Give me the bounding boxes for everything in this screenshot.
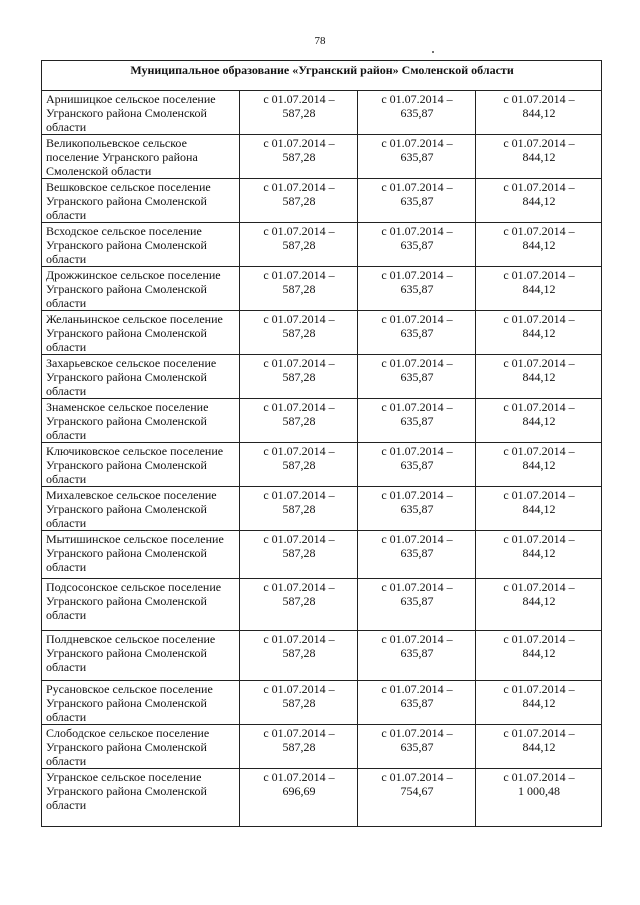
tariff-value: 844,12 <box>522 414 556 428</box>
tariff-date: с 01.07.2014 – <box>263 356 335 370</box>
tariff-cell-2 <box>358 223 476 267</box>
tariff-date: с 01.07.2014 – <box>503 726 575 740</box>
tariff-date: с 01.07.2014 – <box>263 682 335 696</box>
municipality-header: Муниципальное образование «Угранский район» Смоленской области <box>42 61 602 91</box>
tariff-date: с 01.07.2014 – <box>263 488 335 502</box>
tariff-cell-1 <box>240 725 358 769</box>
tariff-date: с 01.07.2014 – <box>381 632 453 646</box>
tariff-cell-1 <box>240 531 358 579</box>
tariff-cell-2 <box>358 135 476 179</box>
tariff-cell-3 <box>476 179 602 223</box>
tariff-value: 635,87 <box>400 458 434 472</box>
tariff-cell-1 <box>240 179 358 223</box>
tariff-date: с 01.07.2014 – <box>381 312 453 326</box>
tariff-value: 635,87 <box>400 696 434 710</box>
tariff-value: 587,28 <box>282 502 316 516</box>
tariff-date: с 01.07.2014 – <box>381 180 453 194</box>
settlement-name: Подсосонское сельское поселение Угранского района Смоленской области <box>42 579 240 631</box>
tariff-value: 635,87 <box>400 646 434 660</box>
tariff-value: 844,12 <box>522 150 556 164</box>
table-row <box>42 681 602 725</box>
tariff-cell-2 <box>358 311 476 355</box>
tariff-value: 844,12 <box>522 194 556 208</box>
tariff-date: с 01.07.2014 – <box>263 444 335 458</box>
tariff-cell-1 <box>240 487 358 531</box>
table-row <box>42 769 602 827</box>
tariff-value: 587,28 <box>282 370 316 384</box>
tariff-value: 587,28 <box>282 238 316 252</box>
tariff-cell-3 <box>476 579 602 631</box>
tariff-date: с 01.07.2014 – <box>381 224 453 238</box>
tariff-date: с 01.07.2014 – <box>503 532 575 546</box>
tariff-date: с 01.07.2014 – <box>263 224 335 238</box>
tariff-cell-2 <box>358 443 476 487</box>
table-row <box>42 355 602 399</box>
settlement-name: Ключиковское сельское поселение Угранского района Смоленской области <box>42 443 240 487</box>
tariff-cell-3 <box>476 725 602 769</box>
tariff-cell-3 <box>476 267 602 311</box>
tariff-date: с 01.07.2014 – <box>503 580 575 594</box>
tariff-value: 844,12 <box>522 502 556 516</box>
tariff-date: с 01.07.2014 – <box>381 726 453 740</box>
tariff-cell-2 <box>358 267 476 311</box>
tariff-cell-2 <box>358 487 476 531</box>
tariff-value: 844,12 <box>522 282 556 296</box>
tariff-cell-1 <box>240 355 358 399</box>
settlement-name: Дрожжинское сельское поселение Угранского района Смоленской области <box>42 267 240 311</box>
settlement-name: Всходское сельское поселение Угранского района Смоленской области <box>42 223 240 267</box>
tariff-value: 635,87 <box>400 546 434 560</box>
tariff-value: 844,12 <box>522 646 556 660</box>
tariff-date: с 01.07.2014 – <box>263 532 335 546</box>
table-row <box>42 91 602 135</box>
tariff-value: 844,12 <box>522 370 556 384</box>
tariff-value: 587,28 <box>282 326 316 340</box>
tariff-value: 635,87 <box>400 740 434 754</box>
tariff-date: с 01.07.2014 – <box>263 268 335 282</box>
tariff-cell-2 <box>358 631 476 681</box>
tariff-date: с 01.07.2014 – <box>503 92 575 106</box>
tariff-date: с 01.07.2014 – <box>503 356 575 370</box>
tariff-cell-3 <box>476 681 602 725</box>
tariff-value: 844,12 <box>522 458 556 472</box>
tariff-value: 844,12 <box>522 696 556 710</box>
tariff-cell-3 <box>476 223 602 267</box>
tariff-value: 635,87 <box>400 282 434 296</box>
tariff-value: 635,87 <box>400 150 434 164</box>
tariff-date: с 01.07.2014 – <box>381 136 453 150</box>
tariff-value: 1 000,48 <box>518 784 561 798</box>
tariff-date: с 01.07.2014 – <box>503 444 575 458</box>
tariff-cell-1 <box>240 223 358 267</box>
tariff-date: с 01.07.2014 – <box>263 136 335 150</box>
tariff-cell-3 <box>476 91 602 135</box>
settlement-name: Желаньинское сельское поселение Угранского района Смоленской области <box>42 311 240 355</box>
tariff-value: 635,87 <box>400 106 434 120</box>
tariff-date: с 01.07.2014 – <box>503 224 575 238</box>
tariff-cell-1 <box>240 681 358 725</box>
tariff-value: 587,28 <box>282 106 316 120</box>
tariff-cell-3 <box>476 487 602 531</box>
tariff-value: 635,87 <box>400 414 434 428</box>
tariff-value: 635,87 <box>400 238 434 252</box>
tariff-cell-1 <box>240 267 358 311</box>
table-row <box>42 487 602 531</box>
settlement-name: Знаменское сельское поселение Угранского района Смоленской области <box>42 399 240 443</box>
tariff-date: с 01.07.2014 – <box>381 92 453 106</box>
tariff-value: 635,87 <box>400 326 434 340</box>
settlement-name: Русановское сельское поселение Угранского района Смоленской области <box>42 681 240 725</box>
tariff-date: с 01.07.2014 – <box>381 682 453 696</box>
tariff-date: с 01.07.2014 – <box>503 180 575 194</box>
tariff-value: 587,28 <box>282 282 316 296</box>
tariff-value: 754,67 <box>400 784 434 798</box>
tariff-value: 844,12 <box>522 238 556 252</box>
tariff-cell-1 <box>240 311 358 355</box>
tariff-date: с 01.07.2014 – <box>263 92 335 106</box>
tariff-value: 587,28 <box>282 740 316 754</box>
tariff-date: с 01.07.2014 – <box>263 580 335 594</box>
tariff-cell-1 <box>240 769 358 827</box>
table-row <box>42 531 602 579</box>
settlement-name: Захарьевское сельское поселение Угранского района Смоленской области <box>42 355 240 399</box>
settlement-name: Угранское сельское поселение Угранского района Смоленской области <box>42 769 240 827</box>
tariff-date: с 01.07.2014 – <box>503 136 575 150</box>
table-row <box>42 311 602 355</box>
tariff-date: с 01.07.2014 – <box>263 180 335 194</box>
tariff-cell-2 <box>358 531 476 579</box>
tariff-cell-1 <box>240 91 358 135</box>
table-row <box>42 267 602 311</box>
table-header-row <box>42 61 602 91</box>
tariff-cell-3 <box>476 443 602 487</box>
tariff-cell-2 <box>358 179 476 223</box>
tariff-date: с 01.07.2014 – <box>381 580 453 594</box>
tariff-date: с 01.07.2014 – <box>381 488 453 502</box>
tariff-value: 844,12 <box>522 326 556 340</box>
tariff-value: 587,28 <box>282 458 316 472</box>
tariff-cell-1 <box>240 135 358 179</box>
settlement-name: Мытишинское сельское поселение Угранского района Смоленской области <box>42 531 240 579</box>
tariff-cell-3 <box>476 531 602 579</box>
settlement-name: Арнишицкое сельское поселение Угранского района Смоленской области <box>42 91 240 135</box>
tariff-cell-2 <box>358 91 476 135</box>
tariff-date: с 01.07.2014 – <box>263 726 335 740</box>
tariff-value: 844,12 <box>522 594 556 608</box>
tariff-cell-1 <box>240 443 358 487</box>
settlement-name: Полдневское сельское поселение Угранского района Смоленской области <box>42 631 240 681</box>
tariff-date: с 01.07.2014 – <box>381 356 453 370</box>
settlement-name: Михалевское сельское поселение Угранского района Смоленской области <box>42 487 240 531</box>
tariff-date: с 01.07.2014 – <box>503 268 575 282</box>
tariff-value: 696,69 <box>282 784 316 798</box>
tariff-date: с 01.07.2014 – <box>381 268 453 282</box>
tariff-cell-1 <box>240 631 358 681</box>
table-row <box>42 135 602 179</box>
tariff-value: 844,12 <box>522 546 556 560</box>
tariff-cell-2 <box>358 579 476 631</box>
settlement-name: Вешковское сельское поселение Угранского района Смоленской области <box>42 179 240 223</box>
tariff-cell-3 <box>476 399 602 443</box>
tariff-cell-2 <box>358 355 476 399</box>
tariff-date: с 01.07.2014 – <box>503 312 575 326</box>
tariff-value: 844,12 <box>522 740 556 754</box>
table-row <box>42 179 602 223</box>
tariff-date: с 01.07.2014 – <box>263 400 335 414</box>
tariff-value: 587,28 <box>282 546 316 560</box>
tariff-date: с 01.07.2014 – <box>263 312 335 326</box>
scan-speck <box>432 51 434 53</box>
tariff-value: 635,87 <box>400 370 434 384</box>
tariff-cell-2 <box>358 769 476 827</box>
page-number: 78 <box>314 35 326 47</box>
table-row <box>42 579 602 631</box>
tariff-cell-3 <box>476 631 602 681</box>
tariff-cell-3 <box>476 311 602 355</box>
tariff-cell-3 <box>476 769 602 827</box>
tariff-cell-3 <box>476 135 602 179</box>
tariff-date: с 01.07.2014 – <box>503 682 575 696</box>
tariff-value: 587,28 <box>282 150 316 164</box>
table-row <box>42 725 602 769</box>
tariff-value: 635,87 <box>400 594 434 608</box>
tariff-cell-1 <box>240 399 358 443</box>
table-row <box>42 443 602 487</box>
table-row <box>42 223 602 267</box>
tariff-value: 844,12 <box>522 106 556 120</box>
tariff-cell-1 <box>240 579 358 631</box>
tariff-value: 635,87 <box>400 502 434 516</box>
tariff-date: с 01.07.2014 – <box>503 400 575 414</box>
tariff-date: с 01.07.2014 – <box>503 632 575 646</box>
table-row <box>42 631 602 681</box>
tariff-cell-3 <box>476 355 602 399</box>
tariff-date: с 01.07.2014 – <box>381 770 453 784</box>
tariff-value: 587,28 <box>282 646 316 660</box>
tariff-value: 587,28 <box>282 194 316 208</box>
tariff-date: с 01.07.2014 – <box>503 488 575 502</box>
table-row <box>42 399 602 443</box>
tariff-cell-2 <box>358 725 476 769</box>
tariff-date: с 01.07.2014 – <box>381 400 453 414</box>
tariff-date: с 01.07.2014 – <box>263 632 335 646</box>
settlement-name: Великопольевское сельское поселение Угранского района Смоленской области <box>42 135 240 179</box>
tariff-date: с 01.07.2014 – <box>503 770 575 784</box>
tariff-date: с 01.07.2014 – <box>263 770 335 784</box>
tariff-value: 635,87 <box>400 194 434 208</box>
tariff-value: 587,28 <box>282 414 316 428</box>
tariff-value: 587,28 <box>282 696 316 710</box>
tariff-table <box>41 60 602 827</box>
tariff-date: с 01.07.2014 – <box>381 444 453 458</box>
tariff-date: с 01.07.2014 – <box>381 532 453 546</box>
tariff-cell-2 <box>358 681 476 725</box>
tariff-value: 587,28 <box>282 594 316 608</box>
settlement-name: Слободское сельское поселение Угранского района Смоленской области <box>42 725 240 769</box>
tariff-cell-2 <box>358 399 476 443</box>
